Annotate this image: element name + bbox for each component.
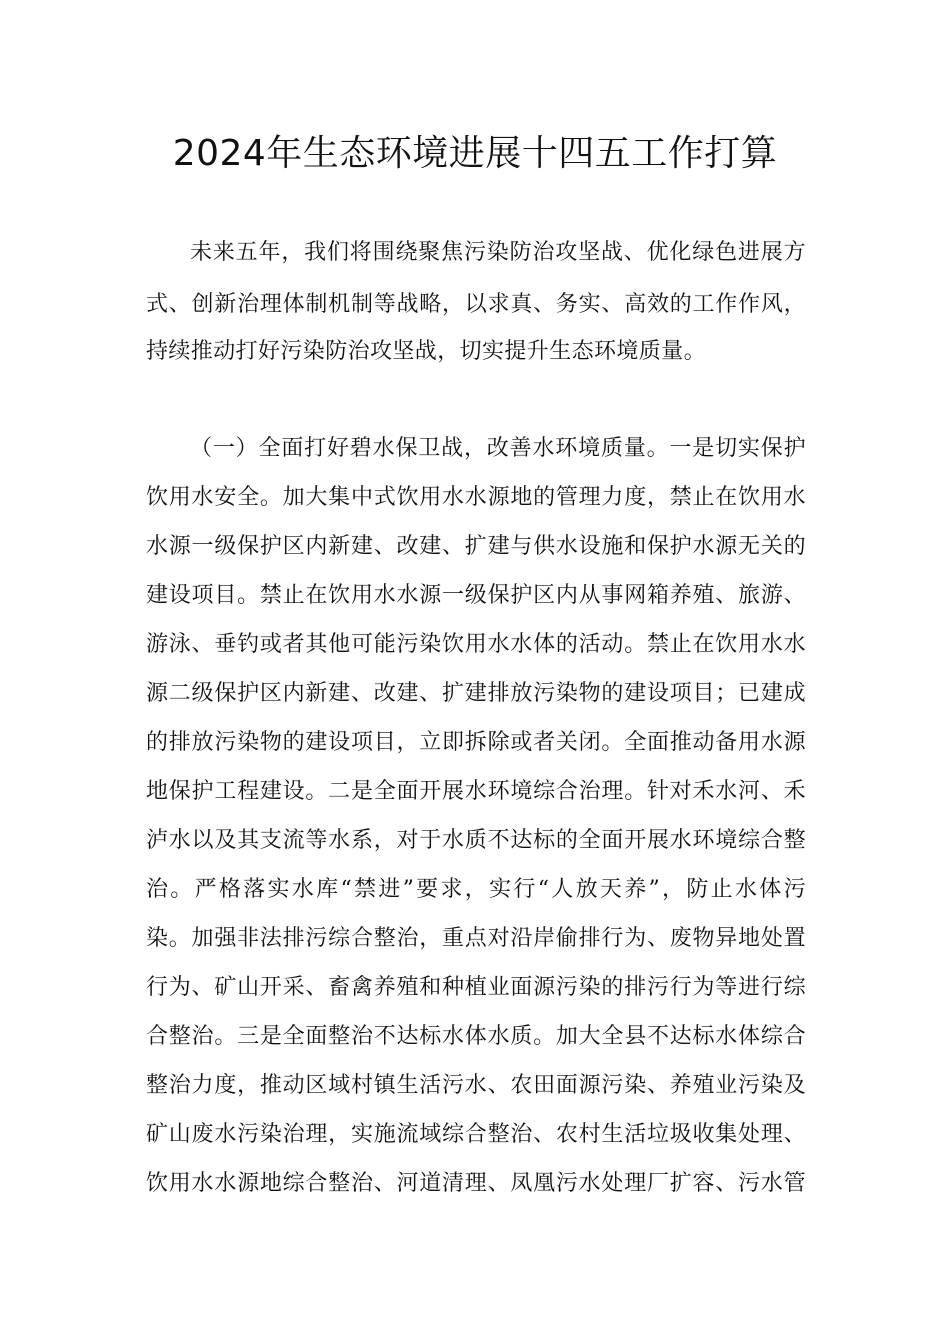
paragraph-line: 源二级保护区内新建、改建、扩建排放污染物的建设项目；已建成 (146, 681, 806, 706)
paragraph-line: 行为、矿山开采、畜禽养殖和种植业面源污染的排污行为等进行综 (146, 975, 806, 1000)
paragraph-line: 水源一级保护区内新建、改建、扩建与供水设施和保护水源无关的 (146, 534, 806, 559)
paragraph-line: 矿山废水污染治理，实施流域综合整治、农村生活垃圾收集处理、 (146, 1122, 806, 1147)
paragraph-line: 合整治。三是全面整治不达标水体水质。加大全县不达标水体综合 (146, 1024, 806, 1049)
paragraph-line: 未来五年，我们将围绕聚焦污染防治攻坚战、优化绿色进展方 (190, 240, 806, 265)
paragraph-line: 泸水以及其支流等水系，对于水质不达标的全面开展水环境综合整 (146, 828, 806, 853)
paragraph-line: 式、创新治理体制机制等战略，以求真、务实、高效的工作作风， (146, 292, 806, 317)
paragraph-line: 地保护工程建设。二是全面开展水环境综合治理。针对禾水河、禾 (146, 779, 806, 804)
paragraph-line: 饮用水水源地综合整治、河道清理、凤凰污水处理厂扩容、污水管 (146, 1171, 806, 1196)
paragraph-line: 的排放污染物的建设项目，立即拆除或者关闭。全面推动备用水源 (146, 730, 806, 755)
paragraph-line: 饮用水安全。加大集中式饮用水水源地的管理力度，禁止在饮用水 (146, 485, 806, 510)
paragraph-line: 游泳、垂钓或者其他可能污染饮用水水体的活动。禁止在饮用水水 (146, 632, 806, 657)
paragraph-line: 持续推动打好污染防治攻坚战，切实提升生态环境质量。 (146, 339, 707, 364)
paragraph-line: 建设项目。禁止在饮用水水源一级保护区内从事网箱养殖、旅游、 (146, 583, 806, 608)
paragraph-line: 染。加强非法排污综合整治，重点对沿岸偷排行为、废物异地处置 (146, 926, 806, 951)
paragraph-line: 治。严格落实水库“禁进”要求，实行“人放天养”，防止水体污 (146, 877, 806, 902)
paragraph-line: （一）全面打好碧水保卫战，改善水环境质量。一是切实保护 (190, 436, 806, 461)
document-title: 2024年生态环境进展十四五工作打算 (172, 133, 778, 174)
paragraph-line: 整治力度，推动区域村镇生活污水、农田面源污染、养殖业污染及 (146, 1073, 806, 1098)
